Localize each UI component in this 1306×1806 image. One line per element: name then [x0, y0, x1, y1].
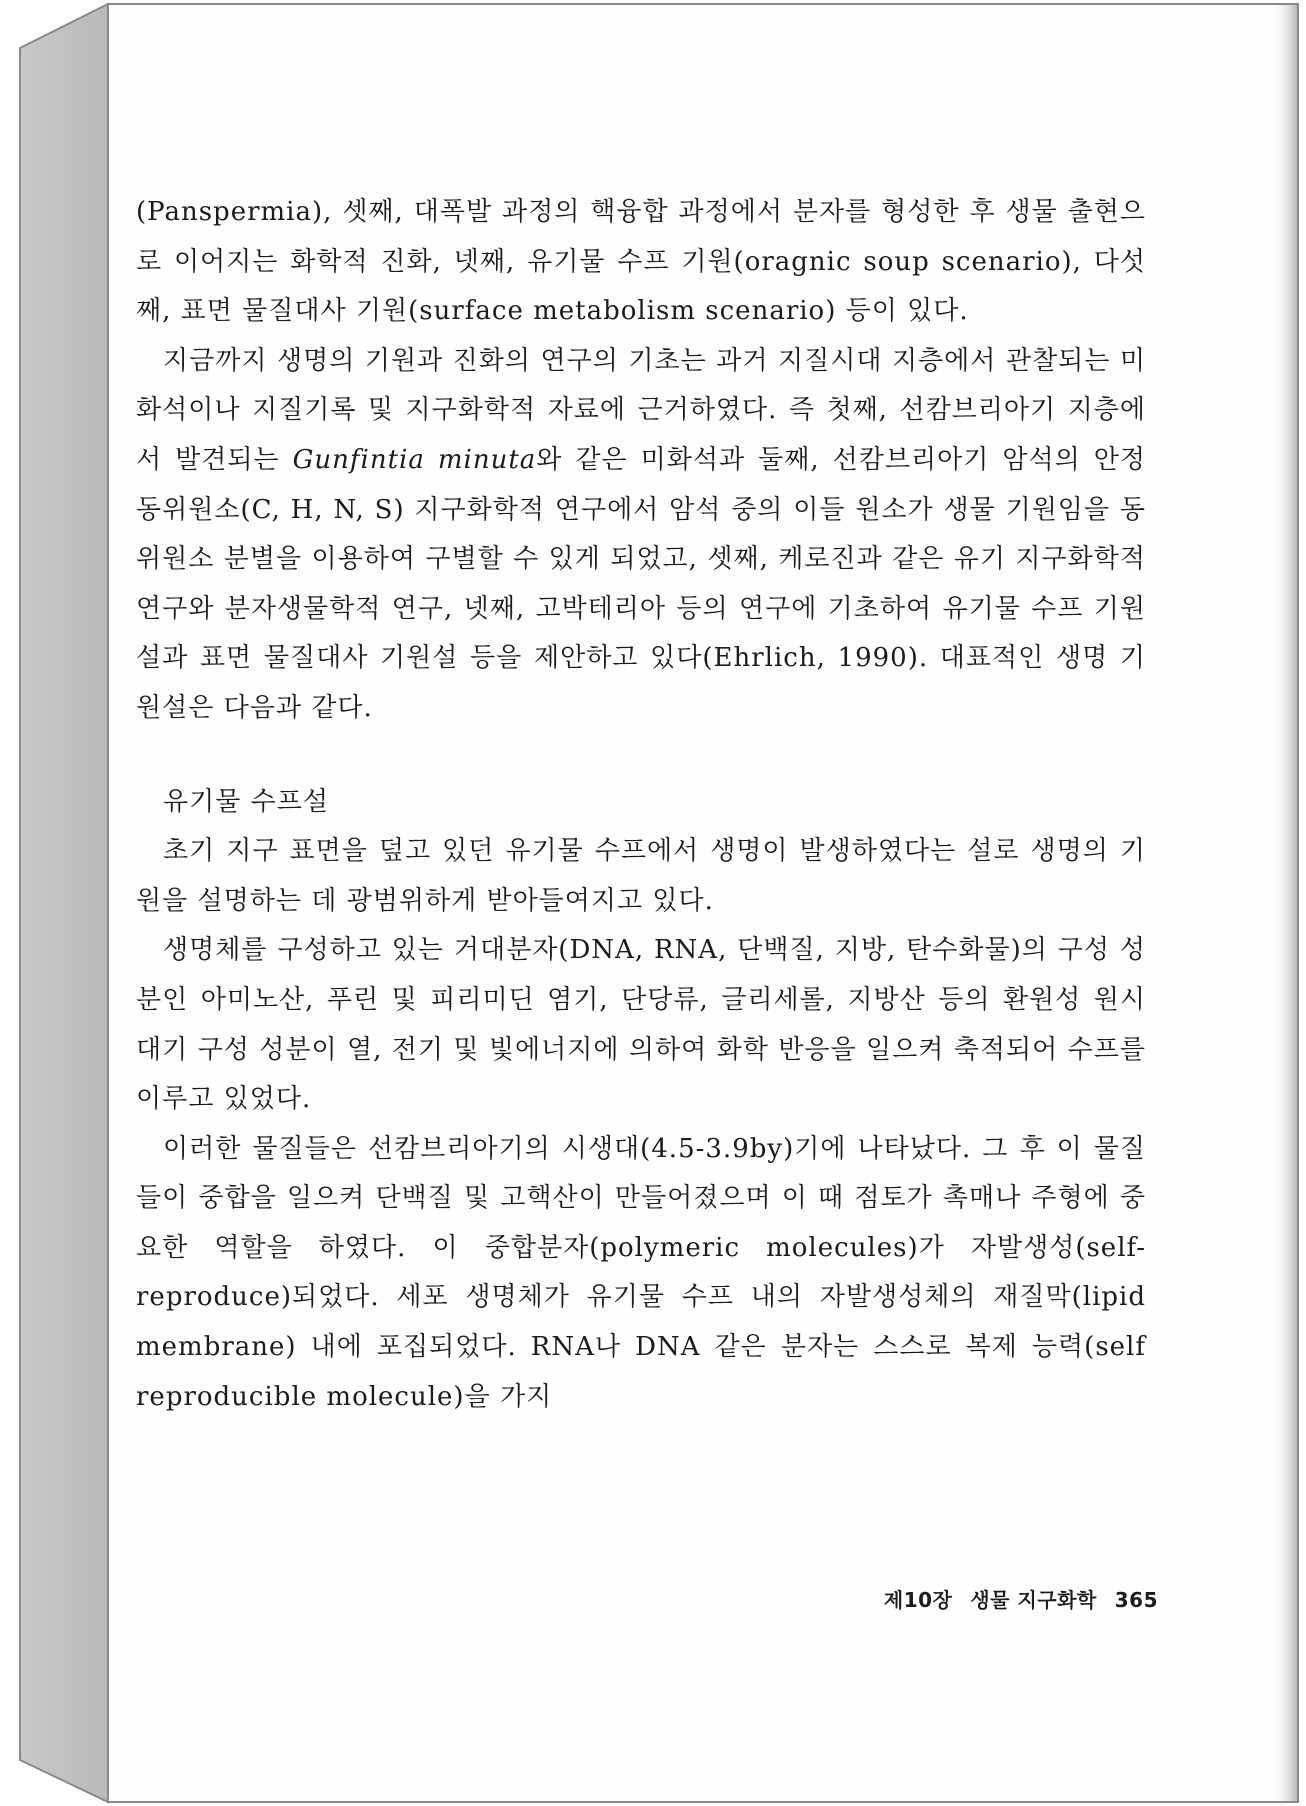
page-body — [136, 188, 1146, 1422]
paragraph-3: 초기 지구 표면을 덮고 있던 유기물 수프에서 생명이 발생하였다는 설로 생명의 기원을 설명하는 데 광범위하게 받아들여지고 있다. — [136, 836, 1146, 916]
paragraph-2-part-1: 지금까지 생명의 기원과 진화의 연구의 기초는 과거 지질시대 지층에서 관찰되는 미화석이나 지질기록 및 지구화학적 자료에 근거하였다. 즉 첫째, 선캄브리아기 지층에서 발견되는 — [136, 345, 1146, 475]
species-name: Gunfintia minuta — [292, 444, 537, 475]
paragraph-4: 생명체를 구성하고 있는 거대분자(DNA, RNA, 단백질, 지방, 탄수화물)의 구성 성분인 아미노산, 푸린 및 피리미딘 염기, 단당류, 글리세롤, 지방산 등의 환원성 원시 대기 구성 성분이 열, 전기 및 빛에너지에 의하여 화학 반응을 일으켜 축적되어 수프를 이루고 있었다. — [136, 935, 1146, 1115]
footer-title: 생물 지구화학 — [970, 1588, 1097, 1612]
paragraph-5: 이러한 물질들은 선캄브리아기의 시생대(4.5-3.9by)기에 나타났다. 그 후 이 물질들이 중합을 일으켜 단백질 및 고핵산이 만들어졌으며 이 때 점토가 촉매나 주형에 중요한 역할을 하였다. 이 중합분자(polymeric molecules)가 자발생성(self-reproduce)되었다. 세포 생명체가 유기물 수프 내의 자발생성체의 재질막(lipid membrane) 내에 포집되었다. RNA나 DNA 같은 분자는 스스로 복제 능력(self reproducible molecule)을 가지 — [136, 1133, 1146, 1412]
page-number: 365 — [1114, 1588, 1158, 1612]
paragraph-1: (Panspermia), 셋째, 대폭발 과정의 핵융합 과정에서 분자를 형성한 후 생물 출현으로 이어지는 화학적 진화, 넷째, 유기물 수프 기원(oragnic soup scenario), 다섯째, 표면 물질대사 기원(surface metabolism scenario) 등이 있다. — [136, 197, 1146, 327]
paragraph-2-part-2: 와 같은 미화석과 둘째, 선캄브리아기 암석의 안정 동위원소(C, H, N, S) 지구화학적 연구에서 암석 중의 이들 원소가 생물 기원임을 동위원소 분별을 이용하여 구별할 수 있게 되었고, 셋째, 케로진과 같은 유기 지구화학적 연구와 분자생물학적 연구, 넷째, 고박테리아 등의 연구에 기초하여 유기물 수프 기원설과 표면 물질대사 기원설 등을 제안하고 있다(Ehrlich, 1990). 대표적인 생명 기원설은 다음과 같다. — [136, 444, 1146, 723]
paragraph-2 — [136, 337, 1146, 734]
page-footer — [884, 1584, 1158, 1613]
section-heading: 유기물 수프설 — [163, 786, 329, 817]
section-gap — [136, 734, 1146, 778]
footer-chapter: 제10장 — [883, 1588, 953, 1612]
